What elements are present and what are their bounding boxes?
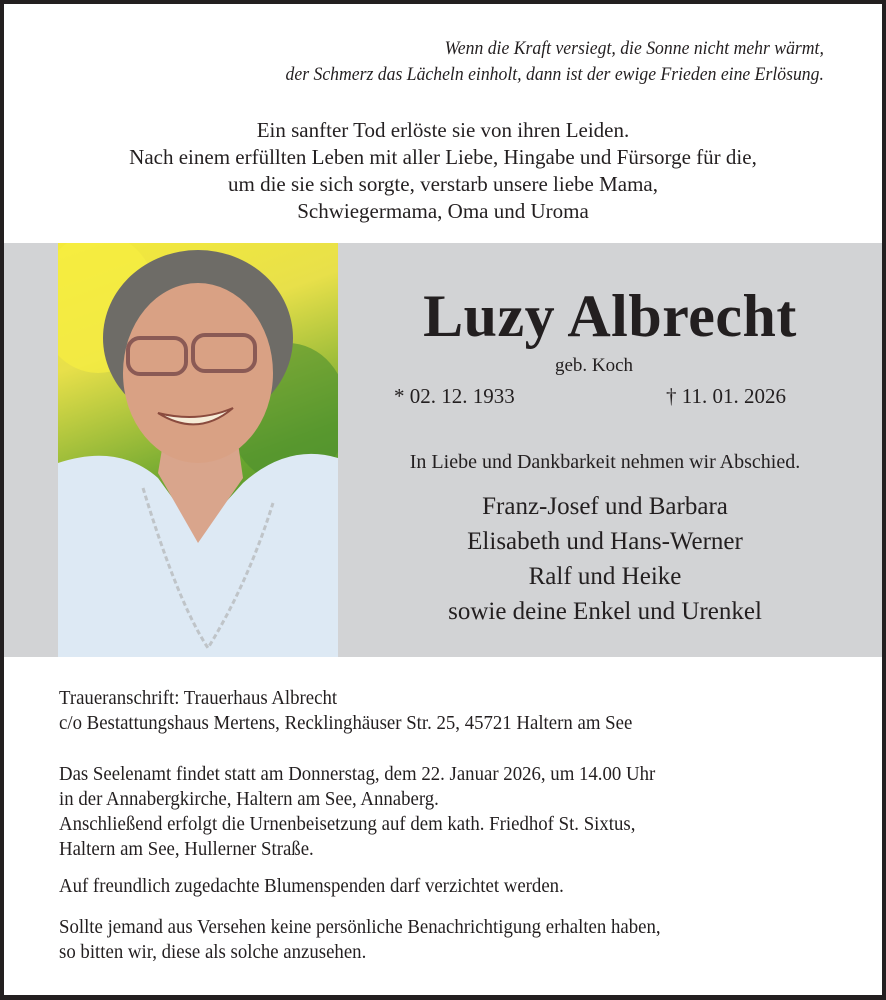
family-member: Elisabeth und Hans-Werner	[467, 528, 743, 555]
quote-line: der Schmerz das Lächeln einholt, dann ist der ewige Frieden eine Erlösung.	[285, 64, 824, 85]
intro-text	[4, 117, 882, 225]
family-list	[338, 489, 882, 629]
death-date: † 11. 01. 2026	[666, 384, 786, 408]
service-line: Haltern am See, Hullerner Straße.	[59, 838, 314, 860]
notice-line: so bitten wir, diese als solche anzusehen.	[59, 941, 367, 963]
deceased-name: Luzy Albrecht	[423, 283, 797, 349]
portrait-photo	[58, 243, 338, 657]
notice-line: Sollte jemand aus Versehen keine persönliche Benachrichtigung erhalten haben,	[59, 916, 661, 938]
intro-line: um die sie sich sorgte, verstarb unsere liebe Mama,	[228, 172, 658, 196]
intro-line: Ein sanfter Tod erlöste sie von ihren Leiden.	[256, 118, 630, 142]
service-info	[59, 762, 655, 862]
quote-line: Wenn die Kraft versiegt, die Sonne nicht mehr wärmt,	[444, 38, 824, 59]
birth-date: * 02. 12. 1933	[394, 384, 515, 408]
farewell-text: In Liebe und Dankbarkeit nehmen wir Abschied.	[409, 451, 801, 473]
mourning-address	[59, 686, 632, 736]
service-line: in der Annabergkirche, Haltern am See, Annaberg.	[59, 788, 439, 810]
address-line: c/o Bestattungshaus Mertens, Recklinghäuser Str. 25, 45721 Haltern am See	[59, 712, 633, 734]
flowers-note: Auf freundlich zugedachte Blumenspenden darf verzichtet werden.	[59, 875, 564, 897]
maiden-name: geb. Koch	[554, 355, 634, 376]
service-line: Anschließend erfolgt die Urnenbeisetzung auf dem kath. Friedhof St. Sixtus,	[59, 813, 636, 835]
service-line: Das Seelenamt findet statt am Donnerstag, dem 22. Januar 2026, um 14.00 Uhr	[59, 763, 656, 785]
obituary-notice	[4, 4, 882, 995]
intro-line: Nach einem erfüllten Leben mit aller Liebe, Hingabe und Fürsorge für die,	[129, 145, 757, 169]
family-member: Ralf und Heike	[528, 563, 682, 590]
notification-note	[59, 915, 661, 965]
family-member: Franz-Josef und Barbara	[482, 493, 728, 520]
address-line: Traueranschrift: Trauerhaus Albrecht	[59, 687, 338, 709]
family-member: sowie deine Enkel und Urenkel	[448, 598, 762, 625]
name-band	[4, 243, 882, 657]
intro-line: Schwiegermama, Oma und Uroma	[297, 199, 589, 223]
quote	[286, 36, 824, 88]
